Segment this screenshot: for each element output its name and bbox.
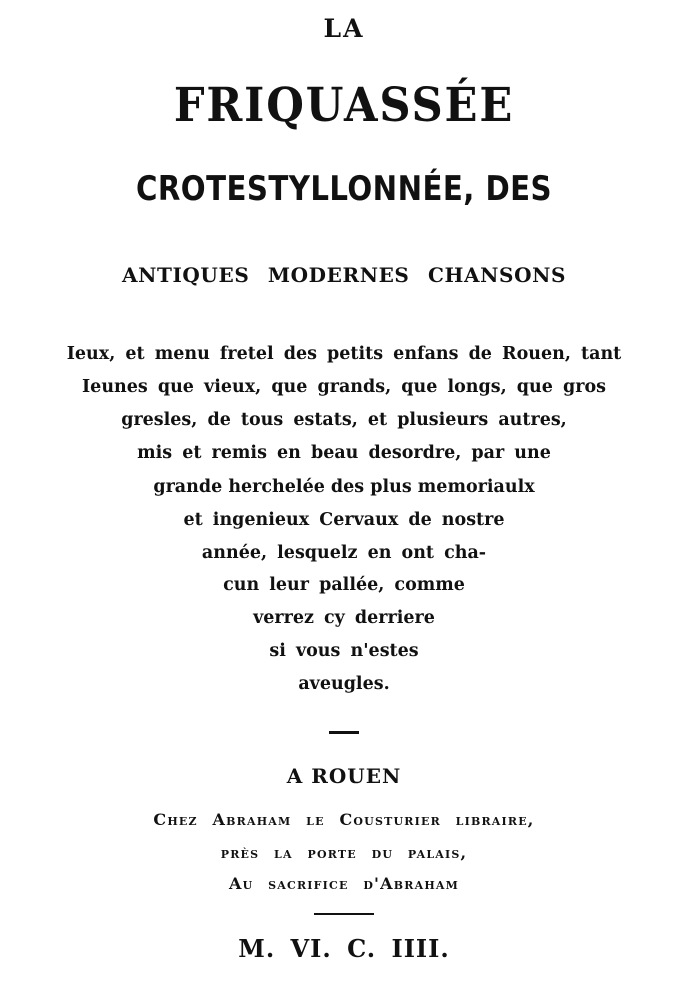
description-line: année, lesquelz en ont cha- — [201, 543, 487, 563]
title-chansons: ANTIQUES MODERNES CHANSONS — [121, 263, 567, 287]
description-line: si vous n'estes — [269, 641, 419, 661]
description-line: verrez cy derriere — [253, 608, 435, 628]
description-line: mis et remis en beau desordre, par une — [137, 443, 551, 463]
description-line: Ieux, et menu fretel des petits enfans de Rouen, tant — [66, 344, 622, 364]
title-main: FRIQUASSÉE — [173, 78, 515, 133]
imprint-address: près la porte du palais, — [220, 843, 468, 862]
description-line: aveugles. — [298, 674, 390, 694]
imprint-sign: Au sacrifice d'Abraham — [228, 874, 460, 893]
divider-rule — [314, 913, 374, 915]
title-subtitle: CROTESTYLLONNÉE, DES — [135, 169, 553, 209]
description-line: et ingenieux Cervaux de nostre — [183, 510, 505, 530]
publication-date: M. VI. C. IIII. — [238, 934, 450, 963]
description-line: grande herchelée des plus memoriaulx — [153, 477, 535, 497]
description-line: cun leur pallée, comme — [223, 575, 465, 595]
divider-rule — [329, 731, 359, 734]
description-line: gresles, de tous estats, et plusieurs autres, — [121, 410, 567, 430]
imprint-place: A ROUEN — [286, 764, 402, 788]
imprint-publisher: Chez Abraham le Cousturier libraire, — [153, 810, 535, 829]
description-line: Ieunes que vieux, que grands, que longs, que gros — [82, 377, 606, 397]
title-article: LA — [323, 14, 365, 43]
